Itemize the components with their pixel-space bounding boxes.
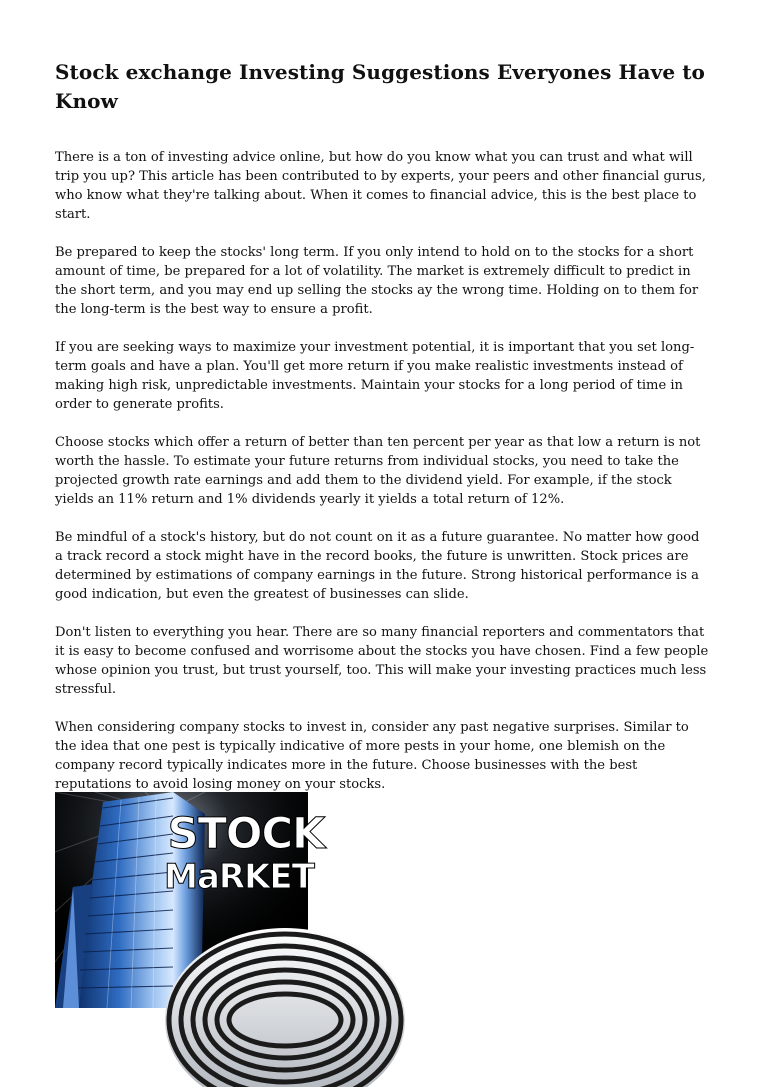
- paragraph-7: When considering company stocks to invest in, consider any past negative surprises. Similar to the idea that one pest is typically indicative of more pests in your home, one blemish on the company record typically indicates more in the future. Choose businesses with the best reputations to avoid losing money on your stocks.: [55, 720, 689, 792]
- paragraph-3: If you are seeking ways to maximize your investment potential, it is important that you set long-term goals and have a plan. You'll get more return if you make realistic investments instead of making high risk, unpredictable investments. Maintain your stocks for a long period of time in order to generate profits.: [55, 340, 695, 412]
- stock-market-caption: [164, 809, 327, 897]
- paragraph-2: Be prepared to keep the stocks' long term. If you only intend to hold on to the stocks for a short amount of time, be prepared for a lot of volatility. The market is extremely difficult to predict in the short term, and you may end up selling the stocks ay the wrong time. Holding on to them for the long-term is the best way to ensure a profit.: [55, 245, 699, 317]
- document-page: [55, 58, 711, 813]
- image-text-stock: STOCK: [167, 809, 325, 859]
- paragraph-5: Be mindful of a stock's history, but do not count on it as a future guarantee. No matter how good a track record a stock might have in the record books, the future is unwritten. Stock prices are determined by estimations of company earnings in the future. Strong historical performance is a good indication, but even the greatest of businesses can slide.: [55, 530, 700, 602]
- paragraph-1: There is a ton of investing advice online, but how do you know what you can trust and what will trip you up? This article has been contributed to by experts, your peers and other financial gurus, who know what they're talking about. When it comes to financial advice, this is the best place to start.: [55, 150, 706, 222]
- paragraph-6: Don't listen to everything you hear. There are so many financial reporters and commentators that it is easy to become confused and worrisome about the stocks you have chosen. Find a few people whose opinion you trust, but trust yourself, too. This will make your investing practices much less stressful.: [55, 625, 709, 697]
- image-text-market: MaRKET: [164, 857, 314, 897]
- paragraph-4: Choose stocks which offer a return of better than ten percent per year as that low a return is not worth the hassle. To estimate your future returns from individual stocks, you need to take the projected growth rate earnings and add them to the dividend yield. For example, if the stock yields an 11% return and 1% dividends yearly it yields a total return of 12%.: [55, 435, 701, 507]
- stock-market-image: [55, 792, 325, 1008]
- document-title: Stock exchange Investing Suggestions Everyones Have to Know: [55, 60, 705, 113]
